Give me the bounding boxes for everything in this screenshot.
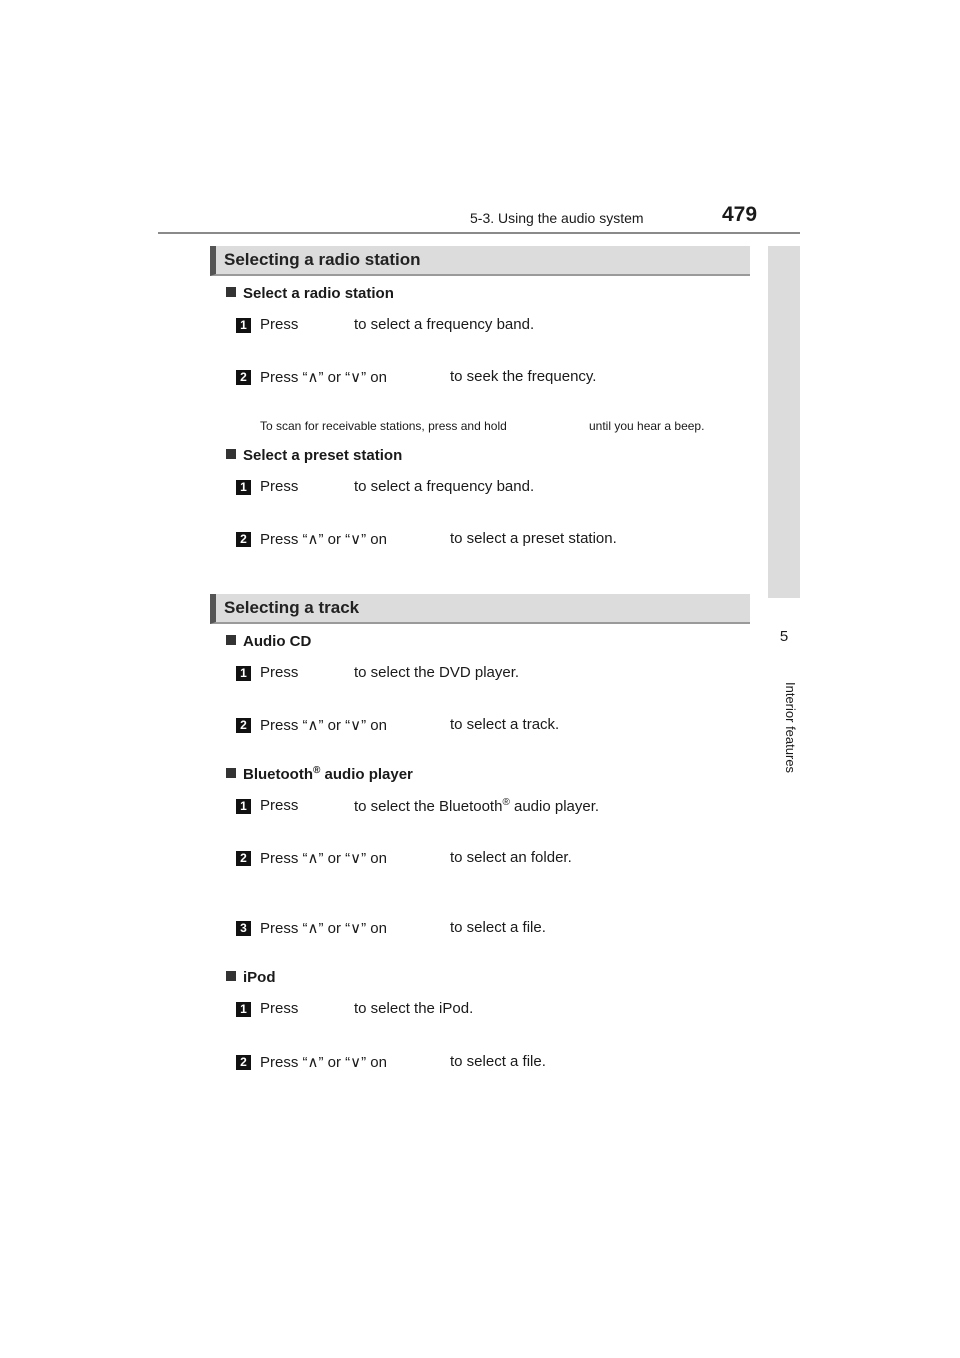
chapter-tab [768, 246, 800, 598]
step-number: 3 [236, 921, 251, 936]
square-bullet-icon [226, 287, 236, 297]
subheading-preset: Select a preset station [226, 447, 402, 464]
chapter-label: Interior features [783, 682, 798, 774]
note-text: until you hear a beep. [589, 419, 705, 433]
square-bullet-icon [226, 971, 236, 981]
step-text: Press “∧” or “∨” on [260, 531, 387, 548]
step-text: to select a track. [450, 716, 560, 733]
step-text: to select a frequency band. [354, 478, 535, 495]
step-text: to seek the frequency. [450, 368, 597, 385]
step-text: Press “∧” or “∨” on [260, 717, 387, 734]
step-text: Press [260, 797, 299, 814]
step-text: Press “∧” or “∨” on [260, 850, 387, 867]
subheading-ipod: iPod [226, 969, 276, 986]
subheading-audio-cd: Audio CD [226, 633, 311, 650]
step-number: 2 [236, 851, 251, 866]
step-text: Press [260, 1000, 299, 1017]
step-number: 2 [236, 718, 251, 733]
step-number: 1 [236, 480, 251, 495]
section-heading-track [210, 594, 750, 624]
square-bullet-icon [226, 635, 236, 645]
square-bullet-icon [226, 449, 236, 459]
square-bullet-icon [226, 768, 236, 778]
step-text: to select a frequency band. [354, 316, 535, 333]
step-text: Press [260, 316, 299, 333]
section-title: Selecting a track [224, 598, 360, 617]
step-number: 2 [236, 370, 251, 385]
step-number: 1 [236, 799, 251, 814]
step-text: to select an folder. [450, 849, 572, 866]
step-text: to select the Bluetooth® audio player. [354, 797, 600, 815]
step-text: to select the DVD player. [354, 664, 520, 681]
step-text: to select a file. [450, 1053, 546, 1070]
step-text: Press “∧” or “∨” on [260, 1054, 387, 1071]
running-header-section: 5-3. Using the audio system [470, 210, 644, 226]
section-title: Selecting a radio station [224, 250, 421, 269]
step-number: 2 [236, 532, 251, 547]
header-rule [158, 232, 800, 234]
subheading-select-radio: Select a radio station [226, 285, 394, 302]
step-text: Press [260, 478, 299, 495]
step-text: Press “∧” or “∨” on [260, 369, 387, 386]
chapter-number: 5 [779, 628, 789, 645]
subheading-bluetooth: Bluetooth® audio player [226, 765, 413, 783]
step-number: 1 [236, 318, 251, 333]
step-text: to select the iPod. [354, 1000, 474, 1017]
step-text: to select a file. [450, 919, 546, 936]
step-number: 1 [236, 1002, 251, 1017]
step-number: 1 [236, 666, 251, 681]
step-number: 2 [236, 1055, 251, 1070]
step-text: Press [260, 664, 299, 681]
section-heading-radio [210, 246, 750, 276]
step-text: Press “∧” or “∨” on [260, 920, 387, 937]
note-text: To scan for receivable stations, press and hold [260, 419, 507, 433]
step-text: to select a preset station. [450, 530, 617, 547]
page-number: 479 [722, 203, 758, 226]
